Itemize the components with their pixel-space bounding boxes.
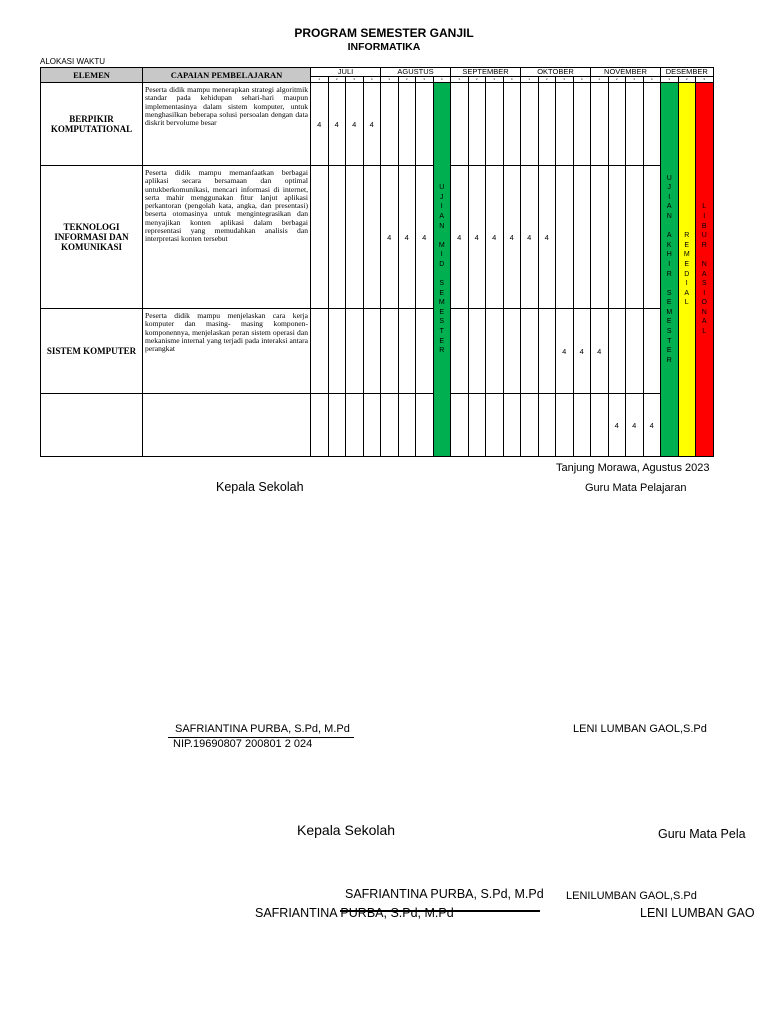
mid-semester-cell — [433, 83, 451, 457]
hours-cell — [381, 394, 399, 457]
hours-cell — [573, 394, 591, 457]
page-title: PROGRAM SEMESTER GANJIL — [294, 26, 474, 40]
vertical-label: R E M E D I A L — [683, 232, 690, 307]
hours-cell — [591, 83, 609, 166]
week-number: 1 — [591, 77, 609, 83]
hours-cell: 4 — [398, 166, 416, 309]
hours-cell: 4 — [556, 309, 574, 394]
week-number: 2 — [398, 77, 416, 83]
week-number: 4 — [433, 77, 451, 83]
week-number: 1 — [381, 77, 399, 83]
remedial-cell — [678, 83, 696, 457]
month-header: NOVEMBER — [591, 68, 661, 77]
week-number: 2 — [538, 77, 556, 83]
hours-cell — [451, 83, 469, 166]
hours-cell — [451, 394, 469, 457]
alokasi-waktu-label: ALOKASI WAKTU — [40, 57, 106, 66]
hours-cell — [538, 394, 556, 457]
program-semester-table — [40, 67, 714, 457]
hours-cell — [608, 166, 626, 309]
hours-cell — [311, 394, 329, 457]
guru-name-2a: LENILUMBAN GAOL,S.Pd — [566, 890, 697, 902]
uas-cell — [661, 83, 679, 457]
week-number: 1 — [311, 77, 329, 83]
hours-cell — [608, 83, 626, 166]
hours-cell — [591, 394, 609, 457]
hours-cell — [363, 309, 381, 394]
kepala-sekolah-label-2: Kepala Sekolah — [297, 822, 396, 838]
week-number: 2 — [328, 77, 346, 83]
hours-cell — [311, 166, 329, 309]
hours-cell — [468, 394, 486, 457]
hours-cell — [416, 83, 434, 166]
capaian-cell: Peserta didik mampu menerapkan strategi algoritmik standar pada kehidupan sehari-hari maupun implementasinya dalam sistem komputer, untuk menghasilkan beberapa solusi persoalan dengan data diskrit bervolume besar — [143, 83, 311, 166]
table-row — [41, 166, 714, 309]
hours-cell — [486, 83, 504, 166]
week-number: 4 — [503, 77, 521, 83]
hours-cell — [556, 83, 574, 166]
week-number: 3 — [626, 77, 644, 83]
guru-name-2b: LENI LUMBAN GAO — [640, 906, 755, 920]
table-row — [41, 83, 714, 166]
vertical-label: L I B U R N A S I O N A L — [701, 203, 707, 336]
subject-title: INFORMATIKA — [347, 41, 421, 53]
hours-cell: 4 — [346, 83, 364, 166]
hours-cell: 4 — [381, 166, 399, 309]
hours-cell — [503, 309, 521, 394]
week-number: 3 — [416, 77, 434, 83]
week-number: 2 — [468, 77, 486, 83]
month-header: OKTOBER — [521, 68, 591, 77]
hours-cell — [521, 394, 539, 457]
hours-cell: 4 — [416, 166, 434, 309]
place-date: Tanjung Morawa, Agustus 2023 — [556, 462, 710, 474]
hours-cell: 4 — [486, 166, 504, 309]
hours-cell — [416, 309, 434, 394]
capaian-cell: Peserta didik mampu menjelaskan cara kerja komputer dan masing- masing komponen-komponennya, menjelaskan peran sistem operasi dan mekanisme internal yang terjadi pada interaksi antara perangkat — [143, 309, 311, 394]
hours-cell: 4 — [451, 166, 469, 309]
hours-cell — [381, 83, 399, 166]
hours-cell — [538, 309, 556, 394]
hours-cell — [328, 166, 346, 309]
hours-cell: 4 — [521, 166, 539, 309]
month-header: JULI — [311, 68, 381, 77]
hours-cell: 4 — [311, 83, 329, 166]
hours-cell — [503, 83, 521, 166]
hours-cell — [468, 83, 486, 166]
hours-cell: 4 — [626, 394, 644, 457]
table-row — [41, 309, 714, 394]
guru-label: Guru Mata Pelajaran — [585, 482, 687, 494]
hours-cell — [311, 309, 329, 394]
week-number: 4 — [643, 77, 661, 83]
week-number: 3 — [556, 77, 574, 83]
hours-cell — [346, 309, 364, 394]
hours-cell: 4 — [328, 83, 346, 166]
kepala-sekolah-nip: NIP.19690807 200801 2 024 — [173, 738, 313, 750]
hours-cell — [643, 83, 661, 166]
month-header: AGUSTUS — [381, 68, 451, 77]
hours-cell — [486, 309, 504, 394]
hours-cell — [643, 309, 661, 394]
week-number: 3 — [346, 77, 364, 83]
hours-cell — [521, 309, 539, 394]
guru-label-2: Guru Mata Pela — [658, 827, 746, 841]
vertical-label: U J I A N A K H I R S E M E S T E R — [666, 174, 673, 364]
hours-cell — [363, 394, 381, 457]
hours-cell — [626, 309, 644, 394]
elemen-cell: SISTEM KOMPUTER — [41, 309, 143, 394]
hours-cell — [626, 83, 644, 166]
hours-cell — [626, 166, 644, 309]
week-number: 2 — [678, 77, 696, 83]
kepala-sekolah-name-2a: SAFRIANTINA PURBA, S.Pd, M.Pd — [345, 887, 544, 901]
hours-cell — [328, 309, 346, 394]
hours-cell — [416, 394, 434, 457]
hours-cell — [398, 394, 416, 457]
header-elemen: ELEMEN — [41, 68, 143, 83]
vertical-label: U J I A N M I D S E M E S T E R — [438, 184, 445, 355]
week-number: 4 — [573, 77, 591, 83]
hours-cell — [591, 166, 609, 309]
hours-cell — [503, 394, 521, 457]
capaian-cell: Peserta didik mampu memanfaatkan berbagai aplikasi secara bersamaan dan optimal untukberkomunikasi, mencari informasi di internet, serta mahir menggunakan fitur lanjut aplikasi perkantoran (pengolah kata, angka, dan presentasi) beserta otomasinya untuk mengintegrasikan dan menyajikan konten aplikasi dalam berbagai representasi yang memudahkan analisis dan interpretasi konten tersebut — [143, 166, 311, 309]
hours-cell — [398, 83, 416, 166]
libur-nasional-cell — [696, 83, 714, 457]
elemen-cell — [41, 394, 143, 457]
hours-cell — [521, 83, 539, 166]
hours-cell: 4 — [643, 394, 661, 457]
hours-cell: 4 — [591, 309, 609, 394]
month-header: DESEMBER — [661, 68, 714, 77]
month-header: SEPTEMBER — [451, 68, 521, 77]
week-number: 1 — [451, 77, 469, 83]
hours-cell: 4 — [573, 309, 591, 394]
kepala-sekolah-name: SAFRIANTINA PURBA, S.Pd, M.Pd — [175, 723, 350, 735]
hours-cell — [556, 166, 574, 309]
week-number: 2 — [608, 77, 626, 83]
week-number: 1 — [661, 77, 679, 83]
hours-cell: 4 — [363, 83, 381, 166]
hours-cell — [346, 166, 364, 309]
hours-cell — [346, 394, 364, 457]
hours-cell — [556, 394, 574, 457]
week-number: 4 — [363, 77, 381, 83]
hours-cell — [468, 309, 486, 394]
hours-cell — [451, 309, 469, 394]
hours-cell — [643, 166, 661, 309]
week-number: 3 — [486, 77, 504, 83]
kepala-sekolah-label: Kepala Sekolah — [216, 480, 304, 494]
table-row — [41, 394, 714, 457]
capaian-cell — [143, 394, 311, 457]
elemen-cell: TEKNOLOGI INFORMASI DAN KOMUNIKASI — [41, 166, 143, 309]
guru-name: LENI LUMBAN GAOL,S.Pd — [573, 723, 707, 735]
hours-cell — [363, 166, 381, 309]
hours-cell — [398, 309, 416, 394]
hours-cell: 4 — [468, 166, 486, 309]
week-number: 1 — [521, 77, 539, 83]
hours-cell — [538, 83, 556, 166]
hours-cell: 4 — [503, 166, 521, 309]
hours-cell: 4 — [608, 394, 626, 457]
hours-cell — [486, 394, 504, 457]
hours-cell: 4 — [538, 166, 556, 309]
kepala-sekolah-name-2b: SAFRIANTINA PURBA, S.Pd, M.Pd — [255, 906, 454, 920]
hours-cell — [328, 394, 346, 457]
header-capaian: CAPAIAN PEMBELAJARAN — [143, 68, 311, 83]
hours-cell — [608, 309, 626, 394]
hours-cell — [573, 83, 591, 166]
hours-cell — [381, 309, 399, 394]
week-number: 3 — [696, 77, 714, 83]
elemen-cell: BERPIKIR KOMPUTATIONAL — [41, 83, 143, 166]
hours-cell — [573, 166, 591, 309]
